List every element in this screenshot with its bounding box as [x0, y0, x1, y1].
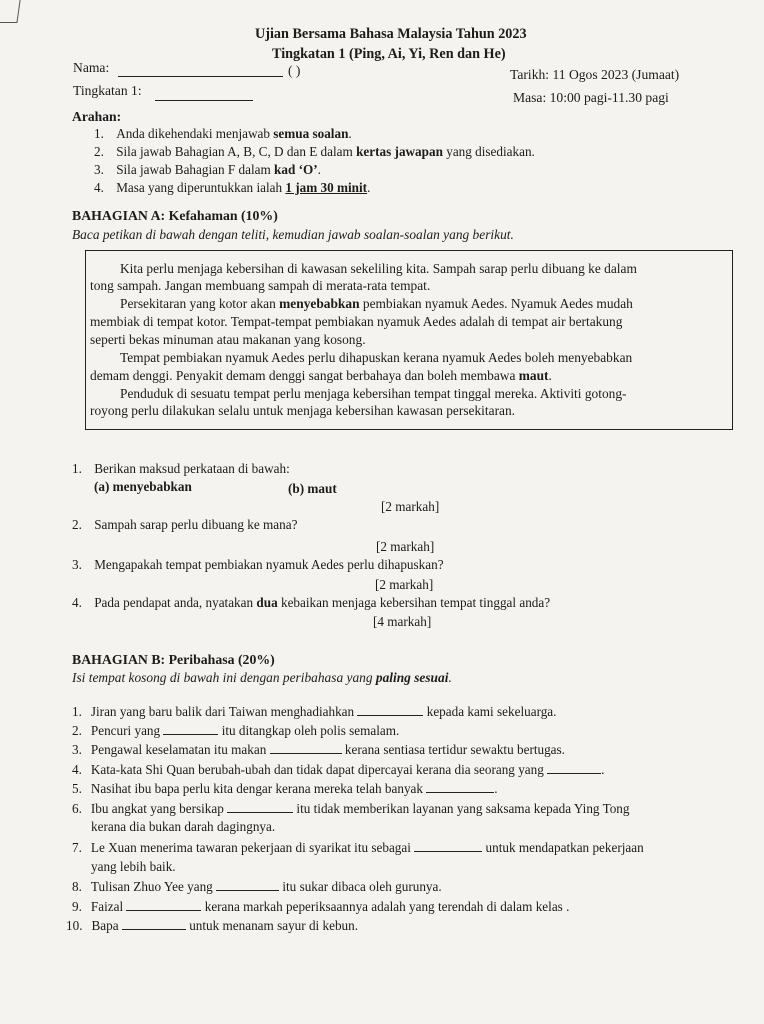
arahan-bold: semua soalan	[273, 126, 349, 141]
exam-title: Ujian Bersama Bahasa Malaysia Tahun 2023	[255, 26, 527, 42]
peribahasa-item: 5. Nasihat ibu bapa perlu kita dengar kerana mereka telah banyak .	[72, 781, 498, 796]
answer-blank[interactable]	[122, 917, 186, 930]
arahan-bold: 1 jam 30 minit	[285, 180, 368, 195]
answer-blank[interactable]	[414, 839, 482, 852]
exam-subtitle: Tingkatan 1 (Ping, Ai, Yi, Ren dan He)	[272, 46, 506, 62]
question-num: 4.	[72, 595, 82, 610]
answer-blank[interactable]	[357, 703, 423, 716]
arahan-item	[94, 144, 535, 160]
answer-blank[interactable]	[227, 800, 293, 813]
section-a-heading: BAHAGIAN A: Kefahaman (10%)	[72, 208, 278, 223]
arahan-text: Sila jawab Bahagian A, B, C, D dan E dalam	[116, 144, 357, 159]
arahan-item	[94, 180, 370, 196]
question-a1-sub-a: (a) menyebabkan	[94, 479, 192, 494]
answer-blank[interactable]	[426, 780, 494, 793]
question-a4	[72, 595, 550, 611]
question-text: Berikan maksud perkataan di bawah:	[94, 461, 290, 476]
peribahasa-item: 6. Ibu angkat yang bersikap itu tidak memberikan layanan yang saksama kepada Ying Tong	[72, 801, 630, 816]
arahan-text: Anda dikehendaki menjawab	[116, 126, 274, 141]
question-a3	[72, 557, 444, 573]
peribahasa-item: 10. Bapa untuk menanam sayur di kebun.	[66, 918, 359, 933]
peribahasa-item: 3. Pengawal keselamatan itu makan kerana sentiasa tertidur sewaktu bertugas.	[72, 742, 565, 757]
masa-text: Masa: 10:00 pagi-11.30 pagi	[513, 90, 669, 105]
marks-label: [2 markah]	[376, 539, 435, 554]
question-num: 1.	[72, 461, 82, 476]
peribahasa-item: 4. Kata-kata Shi Quan berubah-ubah dan tidak dapat dipercayai kerana dia seorang yang .	[72, 762, 605, 777]
question-num: 2.	[72, 517, 82, 532]
arahan-bold: kad ‘O’	[274, 162, 318, 177]
marks-label: [4 markah]	[373, 614, 432, 629]
tingkatan-field[interactable]	[155, 100, 253, 101]
question-text-end: kebaikan menjaga kebersihan tempat tinggal anda?	[277, 595, 551, 610]
page-corner-mark	[0, 0, 21, 23]
passage-line: membiak di tempat kotor. Tempat-tempat pembiakan nyamuk Aedes adalah di tempat air bertakung	[90, 314, 623, 329]
peribahasa-item-continuation: yang lebih baik.	[91, 859, 176, 874]
arahan-item	[94, 126, 352, 142]
question-text: Sampah sarap perlu dibuang ke mana?	[94, 517, 298, 532]
marks-label: [2 markah]	[381, 499, 440, 514]
arahan-text: Masa yang diperuntukkan ialah	[116, 180, 286, 195]
nama-label: Nama:	[73, 60, 110, 75]
peribahasa-item: 9. Faizal kerana markah peperiksaannya adalah yang terendah di dalam kelas .	[72, 899, 570, 914]
peribahasa-item: 2. Pencuri yang itu ditangkap oleh polis semalam.	[72, 723, 400, 738]
section-b-heading: BAHAGIAN B: Peribahasa (20%)	[72, 652, 275, 667]
passage-line: tong sampah. Jangan membuang sampah di merata-rata tempat.	[90, 278, 431, 293]
arahan-text-end: .	[367, 180, 371, 195]
passage-line: Tempat pembiakan nyamuk Aedes perlu dihapuskan kerana nyamuk Aedes boleh menyebabkan	[120, 350, 633, 365]
question-a1	[72, 461, 290, 477]
passage-line: seperti bekas minuman atau makanan yang kosong.	[90, 332, 366, 347]
question-bold: dua	[256, 595, 278, 610]
arahan-num: 2.	[94, 144, 104, 159]
answer-blank[interactable]	[270, 741, 342, 754]
arahan-text: Sila jawab Bahagian F dalam	[116, 162, 275, 177]
arahan-num: 1.	[94, 126, 104, 141]
peribahasa-item: 7. Le Xuan menerima tawaran pekerjaan di syarikat itu sebagai untuk mendapatkan pekerjaan	[72, 840, 644, 855]
tarikh-text: Tarikh: 11 Ogos 2023 (Jumaat)	[510, 67, 680, 82]
answer-blank[interactable]	[126, 898, 201, 911]
tingkatan-label: Tingkatan 1:	[73, 83, 142, 98]
answer-blank[interactable]	[547, 761, 601, 774]
arahan-text-end: yang disediakan.	[442, 144, 535, 159]
arahan-heading: Arahan:	[72, 109, 122, 124]
passage-line: Kita perlu menjaga kebersihan di kawasan sekeliling kita. Sampah sarap perlu dibuang ke dalam	[120, 261, 637, 276]
arahan-num: 4.	[94, 180, 104, 195]
question-a2	[72, 517, 297, 533]
nama-field[interactable]	[118, 76, 283, 77]
peribahasa-item-continuation: kerana dia bukan darah dagingnya.	[91, 819, 276, 834]
answer-blank[interactable]	[163, 722, 218, 735]
peribahasa-item: 1. Jiran yang baru balik dari Taiwan menghadiahkan kepada kami sekeluarga.	[72, 704, 557, 719]
section-b-instruction: Isi tempat kosong di bawah ini dengan peribahasa yang paling sesuai.	[72, 670, 452, 685]
peribahasa-item: 8. Tulisan Zhuo Yee yang itu sukar dibaca oleh gurunya.	[72, 879, 442, 894]
question-text: Pada pendapat anda, nyatakan	[94, 595, 257, 610]
passage-line: Penduduk di sesuatu tempat perlu menjaga kebersihan tempat tinggal mereka. Aktiviti gotong-	[120, 386, 627, 401]
question-num: 3.	[72, 557, 82, 572]
arahan-item	[94, 162, 321, 178]
arahan-num: 3.	[94, 162, 104, 177]
question-a1-sub-b: (b) maut	[288, 481, 337, 496]
marks-label: [2 markah]	[375, 577, 434, 592]
arahan-text-end: .	[348, 126, 352, 141]
passage-box	[85, 250, 733, 430]
passage-line: Persekitaran yang kotor akan menyebabkan pembiakan nyamuk Aedes. Nyamuk Aedes mudah	[120, 296, 633, 311]
class-number-parentheses: ( )	[288, 63, 301, 78]
passage-line: demam denggi. Penyakit demam denggi sangat berbahaya dan boleh membawa maut.	[90, 368, 552, 383]
arahan-bold: kertas jawapan	[356, 144, 443, 159]
passage-line: royong perlu dilakukan selalu untuk menjaga kebersihan kawasan persekitaran.	[90, 403, 516, 418]
section-a-instruction: Baca petikan di bawah dengan teliti, kemudian jawab soalan-soalan yang berikut.	[72, 227, 514, 242]
arahan-text-end: .	[317, 162, 321, 177]
question-text: Mengapakah tempat pembiakan nyamuk Aedes perlu dihapuskan?	[94, 557, 444, 572]
answer-blank[interactable]	[216, 878, 279, 891]
